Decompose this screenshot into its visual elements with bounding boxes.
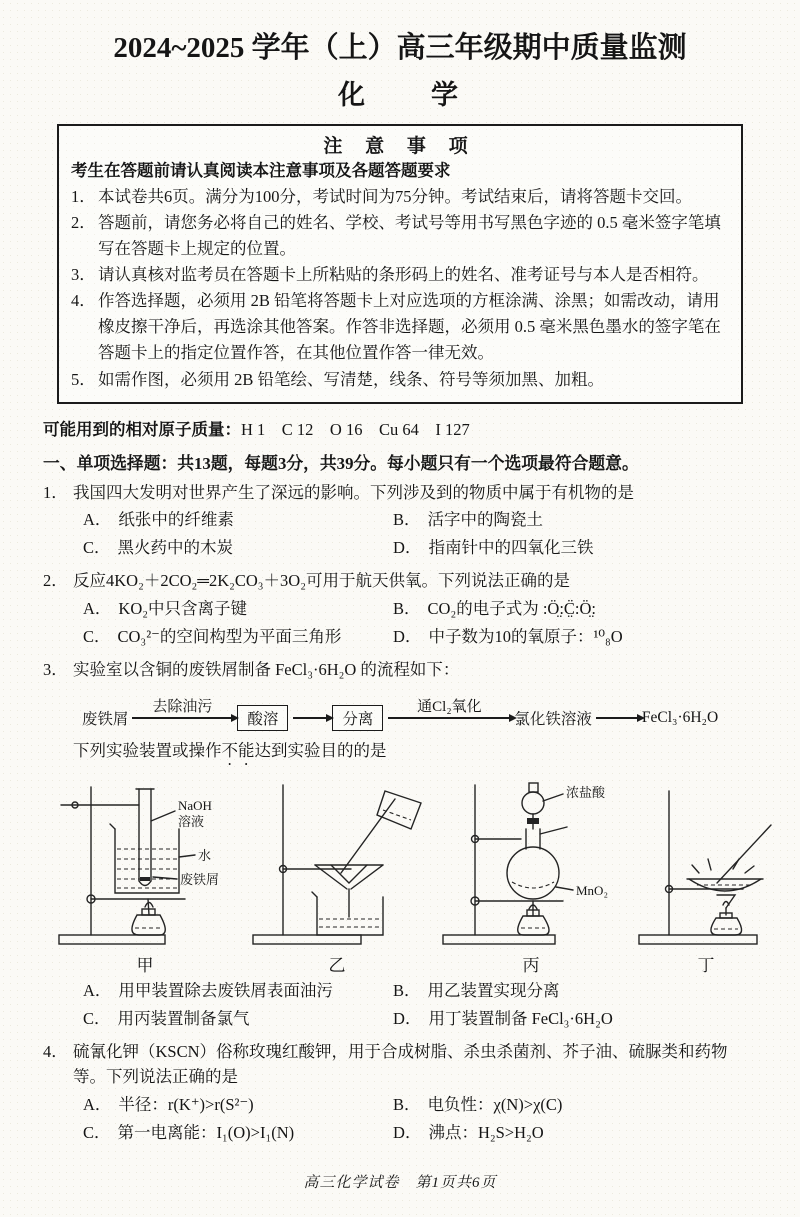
notice-item: [71, 262, 729, 288]
option-d: D． 指南针中的四氧化三铁: [393, 538, 594, 558]
option-b: B． 活字中的陶瓷土: [393, 510, 544, 530]
notice-item-text: 答题前，请您务必将自己的姓名、学校、考试号等用书写黑色字迹的 0.5 毫米签字笔填写在答题卡上规定的位置。: [98, 213, 721, 259]
flow-arrow-label: 通Cl₂氧化: [417, 698, 482, 715]
option-a: A． 半径：r(K⁺)>r(S²⁻): [83, 1094, 254, 1114]
notice-item: [71, 210, 729, 262]
notice-item-text: 本试卷共6页。满分为100分，考试时间为75分钟。考试结束后，请将答题卡交回。: [98, 187, 692, 207]
option-b: B． 用乙装置实现分离: [393, 981, 560, 1001]
question-text: 硫氰化钾（KSCN）俗称玫瑰红酸钾，用于合成树脂、杀虫杀菌剂、芥子油、硫脲类和药物等。下列说法正确的是: [73, 1042, 728, 1086]
option-a: A． KO₂中只含离子键: [83, 599, 248, 619]
label-feitiexie: 废铁屑: [180, 872, 220, 888]
option-c: C． 第一电离能：I₁(O)>I₁(N): [83, 1122, 295, 1142]
notice-item-text: 如需作图，必须用 2B 铅笔绘、写清楚，线条、符号等须加黑、加粗。: [98, 369, 605, 389]
question-text: 反应4KO₂＋2CO₂═2K₂CO₃＋3O₂可用于航天供氧。下列说法正确的是: [73, 571, 570, 591]
option-a: A． 纸张中的纤维素: [83, 510, 234, 530]
question-3-stem: [43, 658, 757, 683]
question-number: 4．: [43, 1042, 68, 1062]
question-3-subline: 下列实验装置或操作不能达到实验目的的是: [73, 741, 387, 761]
flow-step-box: 分离: [332, 705, 383, 731]
notice-heading: 注 意 事 项: [323, 136, 477, 158]
option-d: D． 中子数为10的氧原子：¹⁰₈O: [393, 627, 623, 647]
atomic-masses-values: H 1 C 12 O 16 Cu 64 I 127: [241, 419, 470, 439]
subject-title: 化 学: [338, 80, 462, 111]
option-c: C． 黑火药中的木炭: [83, 538, 234, 558]
option-c: C． 用丙装置制备氯气: [83, 1009, 250, 1029]
option-b: B． CO₂的电子式为 :Ö̤:C̤̈:Ö̤:: [393, 599, 597, 619]
figure-caption-ding: 丁: [697, 956, 715, 976]
apparatus-yi: [243, 777, 431, 976]
option-b: B． 电负性：χ(N)>χ(C): [393, 1094, 563, 1114]
option-c: C． CO₃²⁻的空间构型为平面三角形: [83, 627, 342, 647]
flow-step-box: 酸溶: [237, 705, 288, 731]
figure-caption-yi: 乙: [328, 956, 346, 976]
notice-item-text: 请认真核对监考员在答题卡上所粘贴的条形码上的姓名、准考证号与本人是否相符。: [98, 265, 709, 285]
notice-item-text: 作答选择题，必须用 2B 铅笔将答题卡上对应选项的方框涂满、涂黑；如需改动，请用橡皮擦干净后，再选涂其他答案。作答非选择题，必须用 0.5 毫米黑色墨水的签字笔在答题卡上的指定位置作答，在其他位置作答一律无效。: [98, 291, 721, 363]
flow-arrow-label: 去除油污: [152, 698, 213, 715]
figure-caption-jia: 甲: [136, 956, 154, 976]
notice-item-number: 5．: [71, 369, 96, 389]
question-number: 3．: [43, 660, 68, 680]
question-4-options: [43, 1091, 757, 1147]
apparatus-figures-row: [47, 777, 753, 976]
question-1: [43, 481, 757, 563]
flow-arrow: [293, 717, 327, 719]
atomic-masses-label: 可能用到的相对原子质量：: [43, 419, 241, 439]
question-1-stem: [43, 481, 757, 506]
notice-item: [71, 184, 729, 210]
apparatus-yi-figure: [243, 777, 431, 949]
question-number: 1．: [43, 482, 68, 502]
page-title: 2024~2025 学年（上）高三年级期中质量监测: [113, 32, 687, 64]
label-rongye: 溶液: [178, 814, 205, 830]
question-2: [43, 569, 757, 651]
label-shui: 水: [198, 848, 212, 864]
flow-arrow: [388, 698, 510, 719]
question-text: 实验室以含铜的废铁屑制备 FeCl₃·6H₂O 的流程如下：: [73, 660, 460, 680]
notice-intro: 考生在答题前请认真阅读本注意事项及各题答题要求: [71, 161, 451, 181]
emphasized-text: 不能: [221, 741, 255, 761]
flow-start: 废铁屑: [81, 711, 129, 729]
flow-intermediate: 氯化铁溶液: [514, 711, 592, 729]
apparatus-bing-figure: [431, 777, 631, 949]
option-a: A． 用甲装置除去废铁屑表面油污: [83, 981, 333, 1001]
notice-item-number: 1．: [71, 187, 96, 207]
notice-item: [71, 288, 729, 366]
atomic-masses-line: [43, 416, 757, 440]
apparatus-jia: [47, 777, 243, 976]
question-3-options: [43, 977, 757, 1033]
apparatus-bing: [431, 777, 631, 976]
page-footer: 高三化学试卷 第1页共6页: [303, 1174, 497, 1191]
apparatus-ding-figure: [631, 777, 781, 949]
notice-box: [57, 124, 743, 403]
question-3: [43, 658, 757, 1033]
question-4: [43, 1040, 757, 1147]
notice-item-number: 2．: [71, 213, 96, 233]
notice-item-number: 4．: [71, 291, 96, 311]
label-acid: 浓盐酸: [566, 785, 606, 801]
notice-item-number: 3．: [71, 265, 96, 285]
figure-caption-bing: 丙: [522, 956, 540, 976]
flow-product: FeCl₃·6H₂O: [641, 709, 719, 727]
question-1-options: [43, 506, 757, 562]
question-2-options: [43, 595, 757, 651]
section-heading: 一、单项选择题：共13题，每题3分，共39分。每小题只有一个选项最符合题意。: [43, 453, 639, 473]
flow-arrow: [596, 717, 638, 719]
process-flow-diagram: [43, 698, 757, 731]
question-4-stem: [43, 1040, 757, 1090]
option-d: D． 用丁装置制备 FeCl₃·6H₂O: [393, 1009, 613, 1029]
label-mno2: MnO₂: [576, 883, 608, 899]
apparatus-jia-figure: [47, 777, 243, 949]
flow-arrow: [132, 698, 232, 719]
notice-item: [71, 367, 729, 393]
label-naoh: NaOH: [178, 798, 212, 814]
option-d: D． 沸点：H₂S>H₂O: [393, 1122, 544, 1142]
question-text: 我国四大发明对世界产生了深远的影响。下列涉及到的物质中属于有机物的是: [73, 482, 634, 502]
question-2-stem: [43, 569, 757, 594]
question-number: 2．: [43, 571, 68, 591]
apparatus-ding: [631, 777, 781, 976]
